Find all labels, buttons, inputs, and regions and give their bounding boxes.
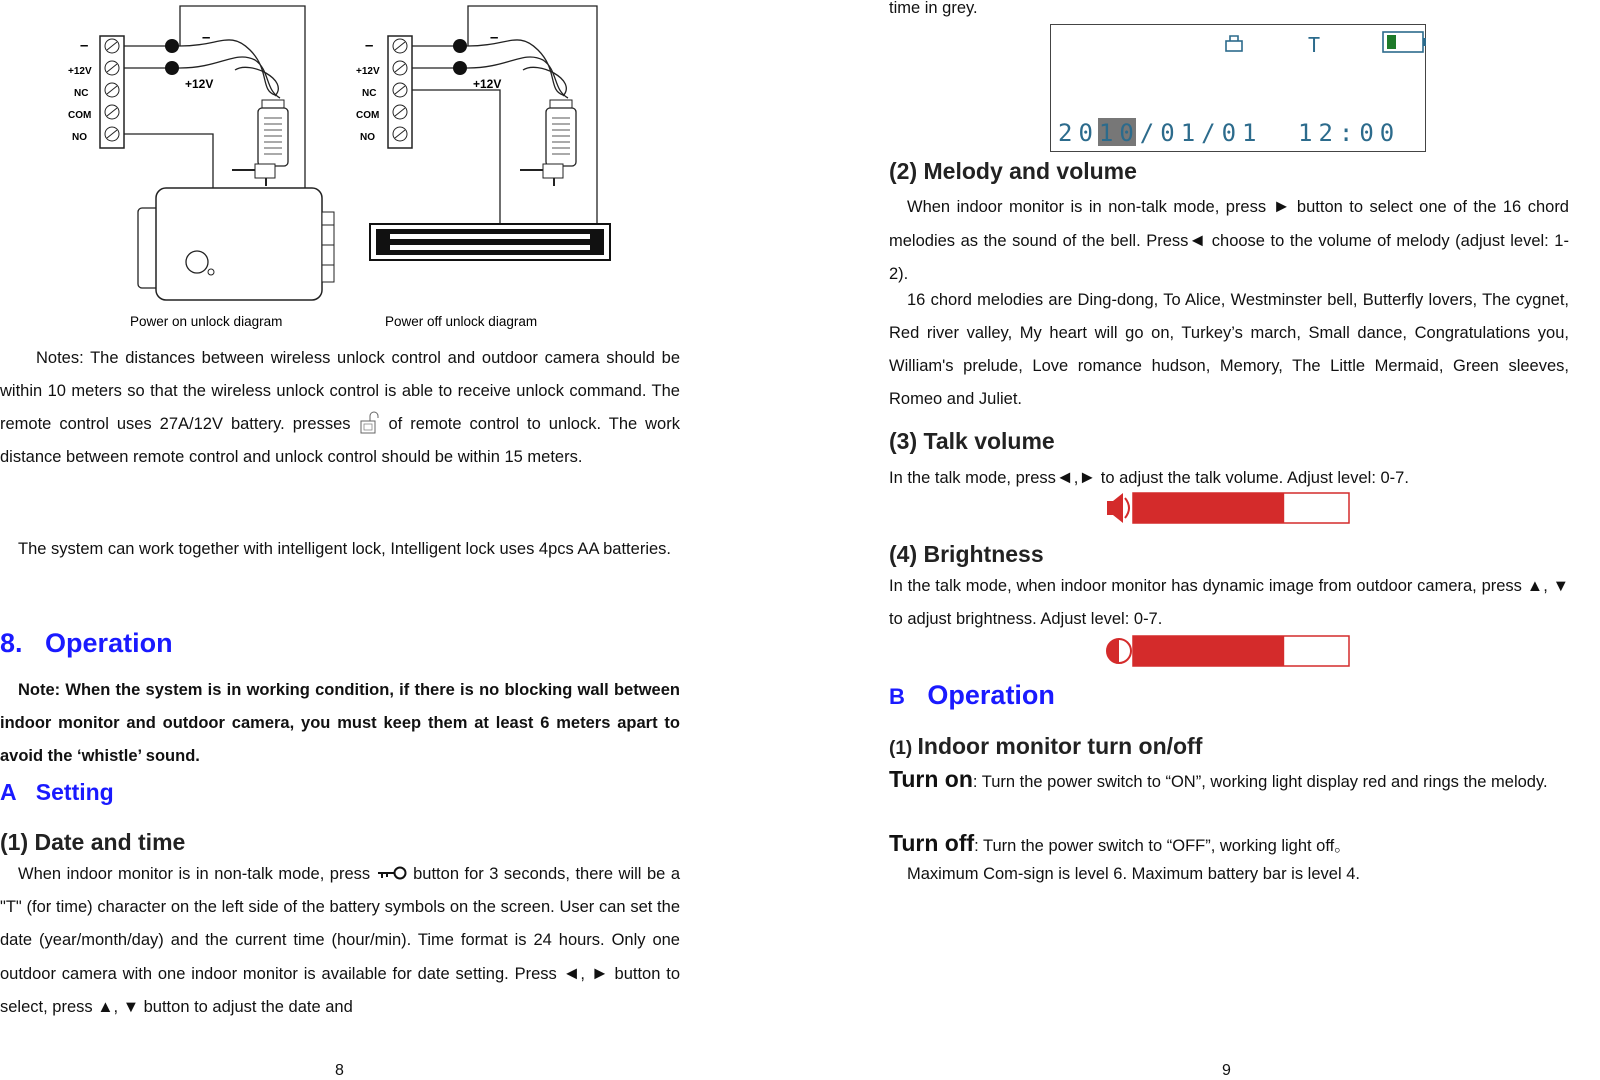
system-paragraph: The system can work together with intelligent lock, Intelligent lock uses 4pcs AA batteries. xyxy=(18,540,671,558)
section-number: 8. xyxy=(0,628,23,658)
terminal-com-label: COM xyxy=(68,110,92,121)
wire-node xyxy=(453,39,467,53)
power-on-diagram xyxy=(68,6,334,329)
melody-text: choose to the volume of melody (adjust level: 1-2). xyxy=(889,232,1569,283)
caption-power-off: Power off unlock diagram xyxy=(385,314,538,329)
terminal-minus-label: – xyxy=(80,37,89,54)
date-time-heading: (1) Date and time xyxy=(0,829,186,855)
subsection-heading-setting xyxy=(0,779,114,806)
power-adapter xyxy=(520,100,576,186)
page-number: 8 xyxy=(335,1062,344,1079)
brightness-heading: (4) Brightness xyxy=(889,541,1044,567)
time-setting-symbol: T xyxy=(1308,33,1321,57)
unlock-icon xyxy=(358,411,380,435)
heading-text: Indoor monitor turn on/off xyxy=(917,733,1203,759)
left-arrow-icon: ◄ xyxy=(562,963,581,983)
turn-off-label: Turn off xyxy=(889,830,975,856)
section-heading-operation xyxy=(0,628,173,659)
date-text: button for 3 seconds, there will be a "T" (for time) character on the left side of the battery symbols on the screen. User can set the date (year/month/day) and the current time (hour/min). Time format is 24 hours. Only one outdoor camera with one indoor monitor is available for date setting. Press xyxy=(0,865,680,983)
separator: , xyxy=(580,965,591,983)
turn-on-paragraph xyxy=(889,763,1569,799)
notes-paragraph xyxy=(0,342,680,474)
talk-text: In the talk mode, press xyxy=(889,469,1056,487)
time-grey-text: time in grey. xyxy=(889,0,978,17)
heading-number: (1) xyxy=(889,738,918,759)
date-time-paragraph xyxy=(0,858,680,1024)
wire-minus-label: – xyxy=(490,29,499,46)
wire-node xyxy=(165,39,179,53)
left-arrow-icon: ◄ xyxy=(1055,467,1074,487)
lcd-time: 12:00 xyxy=(1298,119,1401,147)
unlock-wiring-diagrams xyxy=(60,0,650,340)
subsection-title: Setting xyxy=(35,779,114,805)
date-text: button to select, press ▲, ▼ button to adjust the date and xyxy=(0,965,680,1016)
right-arrow-icon: ► xyxy=(1272,196,1291,216)
subsection-title: Operation xyxy=(927,680,1055,710)
melody-text: button to select one of the 16 chord melodies as the sound of the bell. Press xyxy=(889,198,1569,250)
terminal-12v-label: +12V xyxy=(356,66,380,77)
wire-node xyxy=(453,61,467,75)
left-arrow-icon: ◄ xyxy=(1188,230,1207,250)
melody-paragraph xyxy=(889,190,1569,291)
right-arrow-icon: ► xyxy=(590,963,609,983)
max-levels-paragraph: Maximum Com-sign is level 6. Maximum battery bar is level 4. xyxy=(907,865,1360,883)
turn-on-label: Turn on xyxy=(889,766,973,792)
wire-node xyxy=(165,61,179,75)
subsection-letter: B xyxy=(889,684,905,709)
turn-on-text: : Turn the power switch to “ON”, working light display red and rings the melody. xyxy=(972,773,1548,791)
magnetic-lock xyxy=(370,224,610,260)
notes-text: Notes: The distances between wireless unlock control and outdoor camera should be within 10 meters so that the wireless unlock control is able to receive unlock command. The remote control uses 27A/12V battery. presses xyxy=(0,349,680,433)
brightness-icon xyxy=(1107,639,1131,663)
terminal-com-label: COM xyxy=(356,110,380,121)
terminal-minus-label: – xyxy=(365,37,374,54)
speaker-icon xyxy=(1107,493,1129,523)
section-title: Operation xyxy=(45,628,173,658)
melody-heading: (2) Melody and volume xyxy=(889,158,1137,184)
terminal-nc-label: NC xyxy=(362,88,377,99)
lcd-date-time-display xyxy=(1050,24,1426,152)
volume-level-bar xyxy=(1105,490,1355,526)
melodies-list-paragraph: 16 chord melodies are Ding-dong, To Alice, Westminster bell, Butterfly lovers, The cygnet, Red river valley, My heart will go on, Turkey’s march, Small dance, Congratulations you, William's prelude, Love romance hudson, Memory, The Little Mermaid, Green sleeves, Romeo and Juliet. xyxy=(889,291,1569,408)
electric-lock xyxy=(138,188,334,300)
date-text: When indoor monitor is in non-talk mode, press xyxy=(18,865,376,883)
talk-volume-paragraph: In the talk mode, press◄,► to adjust the talk volume. Adjust level: 0-7. xyxy=(889,467,1409,487)
melody-text: When indoor monitor is in non-talk mode, press xyxy=(907,198,1273,216)
power-off-diagram xyxy=(356,6,610,329)
caption-power-on: Power on unlock diagram xyxy=(130,314,283,329)
brightness-bar-fill xyxy=(1133,636,1284,666)
page-number: 9 xyxy=(1222,1062,1231,1079)
subsection-letter: A xyxy=(0,779,17,805)
talk-volume-heading: (3) Talk volume xyxy=(889,428,1055,454)
terminal-no-label: NO xyxy=(360,132,375,143)
volume-bar-fill xyxy=(1133,493,1284,523)
talk-text: to adjust the talk volume. Adjust level: 0-7. xyxy=(1096,469,1409,487)
wire-12v-label: +12V xyxy=(185,77,214,91)
terminal-no-label: NO xyxy=(72,132,87,143)
key-icon xyxy=(376,865,408,881)
notes-text: of remote control to unlock. The work distance between remote control and unlock control should be within 15 meters. xyxy=(0,415,680,466)
power-adapter xyxy=(232,100,288,186)
note-bold-paragraph: Note: When the system is in working condition, if there is no blocking wall between indoor monitor and outdoor camera, you must keep them at least 6 meters apart to avoid the ‘whistle’ sound. xyxy=(0,681,680,765)
lcd-date: 2010/01/01 xyxy=(1058,119,1263,147)
brightness-level-bar xyxy=(1105,633,1355,669)
terminal-nc-label: NC xyxy=(74,88,89,99)
wire-12v-label: +12V xyxy=(473,77,502,91)
brightness-paragraph: In the talk mode, when indoor monitor has dynamic image from outdoor camera, press ▲, ▼ to adjust brightness. Adjust level: 0-7. xyxy=(889,577,1569,628)
terminal-12v-label: +12V xyxy=(68,66,92,77)
wire-minus-label: – xyxy=(202,29,211,46)
turn-off-text: : Turn the power switch to “OFF”, working light off。 xyxy=(974,837,1351,855)
right-arrow-icon: ► xyxy=(1078,467,1097,487)
subsection-heading-b-operation xyxy=(889,680,1055,711)
indoor-monitor-heading xyxy=(889,733,1202,760)
